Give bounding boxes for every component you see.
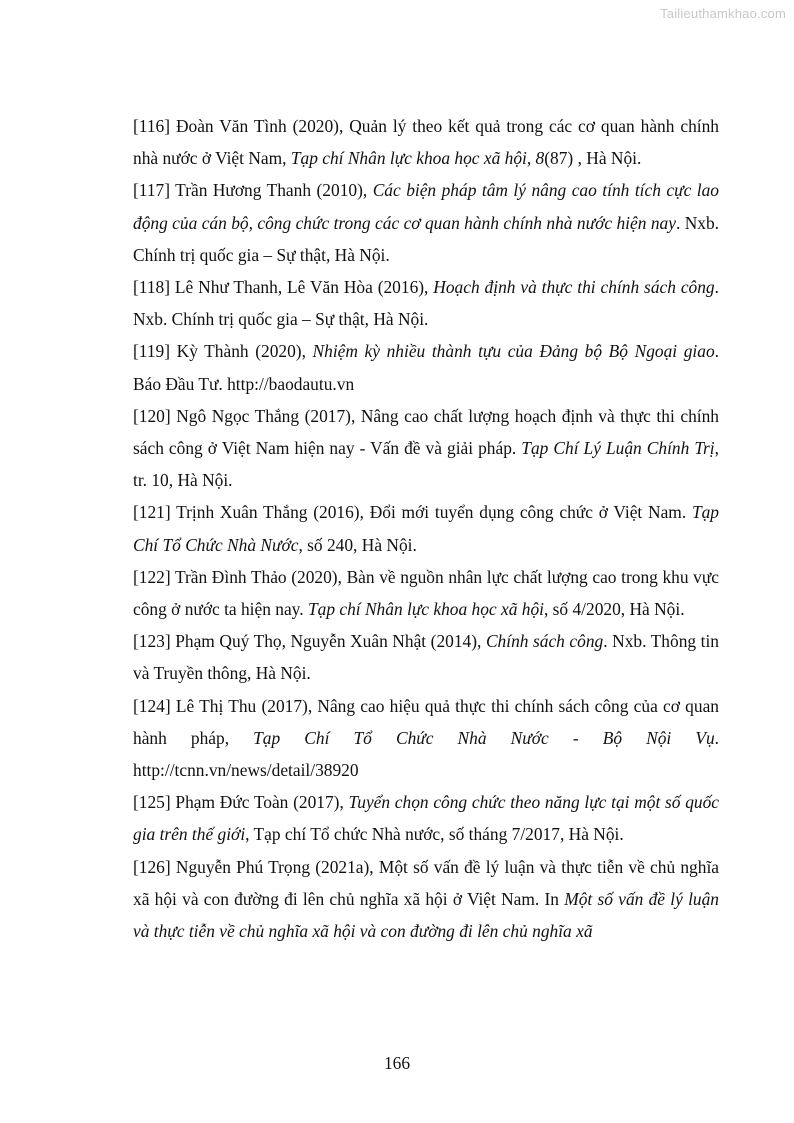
ref-text: (87) , Hà Nội. [544, 148, 642, 169]
reference-list [133, 110, 719, 947]
reference-125 [133, 786, 719, 850]
ref-text: [117] Trần Hương Thanh (2010), [133, 180, 373, 201]
reference-118 [133, 271, 719, 335]
ref-text: [123] Phạm Quý Thọ, Nguyễn Xuân Nhật (2014), [133, 631, 486, 652]
reference-117 [133, 174, 719, 271]
ref-title: Tạp Chí Lý Luận Chính Trị [521, 438, 715, 459]
ref-title: Tuyển chọn công chức theo năng lực tại một số quốc gia trên thế giới [133, 792, 720, 845]
ref-text: , Tạp chí Tổ chức Nhà nước, số tháng 7/2017, Hà Nội. [245, 824, 624, 845]
ref-text: , số 4/2020, Hà Nội. [543, 599, 685, 620]
ref-text: [122] Trần Đình Thảo (2020), Bàn về nguồn nhân lực chất lượng cao trong khu vực công ở nước ta hiện nay. [133, 566, 719, 620]
ref-title: Các biện pháp tâm lý nâng cao tính tích cực lao động của cán bộ, công chức trong các cơ quan hành chính nhà nước hiện nay [133, 180, 719, 233]
reference-123 [133, 625, 719, 689]
ref-text: [118] Lê Như Thanh, Lê Văn Hòa (2016), [133, 277, 434, 298]
ref-text: . http://tcnn.vn/news/detail/38920 [133, 727, 719, 781]
ref-volume: 8 [535, 148, 545, 169]
reference-124 [133, 690, 719, 787]
ref-text: [126] Nguyễn Phú Trọng (2021a), Một số vấn đề lý luận và thực tiễn về chủ nghĩa xã hội và con đường đi lên chủ nghĩa xã hội ở Việt Nam. In [133, 856, 719, 909]
ref-text: , số 240, Hà Nội. [298, 534, 417, 555]
ref-text: . Báo Đầu Tư. http://baodautu.vn [133, 341, 719, 394]
ref-text: [124] Lê Thị Thu (2017), Nâng cao hiệu quả thực thi chính sách công của cơ quan hành pháp, [133, 695, 719, 748]
ref-title: Tạp Chí Tổ Chức Nhà Nước - Bộ Nội Vụ [253, 727, 715, 748]
reference-121 [133, 496, 719, 560]
ref-text: [125] Phạm Đức Toàn (2017), [133, 792, 349, 813]
ref-title: Chính sách công [485, 631, 604, 652]
reference-122 [133, 561, 719, 625]
ref-title: Tạp chí Nhân lực khoa học xã hội [290, 148, 527, 169]
watermark-text: Tailieuthamkhao.com [660, 6, 786, 21]
reference-119 [133, 335, 719, 399]
ref-text: [116] Đoàn Văn Tình (2020), Quản lý theo kết quả trong các cơ quan hành chính nhà nước ở Việt Nam, [133, 116, 719, 169]
ref-title: Hoạch định và thực thi chính sách công [433, 277, 715, 298]
page-number: 166 [383, 1053, 411, 1073]
ref-title: Nhiệm kỳ nhiều thành tựu của Đảng bộ Bộ Ngoại giao [312, 341, 715, 362]
ref-text: . Nxb. Chính trị quốc gia – Sự thật, Hà Nội. [133, 212, 719, 265]
ref-text: , tr. 10, Hà Nội. [133, 438, 719, 491]
ref-text: [120] Ngô Ngọc Thắng (2017), Nâng cao chất lượng hoạch định và thực thi chính sách công ở Việt Nam hiện nay - Vấn đề và giải pháp. [133, 405, 719, 459]
ref-text: [119] Kỳ Thành (2020), [133, 341, 313, 362]
reference-116 [133, 110, 719, 174]
ref-title: Tạp chí Nhân lực khoa học xã hội [307, 599, 544, 620]
ref-text: . Nxb. Chính trị quốc gia – Sự thật, Hà Nội. [133, 277, 719, 330]
reference-126 [133, 851, 719, 948]
ref-title: Một số vấn đề lý luận và thực tiễn về chủ nghĩa xã hội và con đường đi lên chủ nghĩa xã [133, 888, 719, 942]
ref-text: . Nxb. Thông tin và Truyền thông, Hà Nội. [133, 631, 719, 684]
ref-title: Tạp Chí Tổ Chức Nhà Nước [133, 502, 719, 555]
reference-120 [133, 400, 719, 497]
ref-text: [121] Trịnh Xuân Thắng (2016), Đổi mới tuyển dụng công chức ở Việt Nam. [133, 502, 692, 523]
ref-text: , [526, 148, 536, 169]
